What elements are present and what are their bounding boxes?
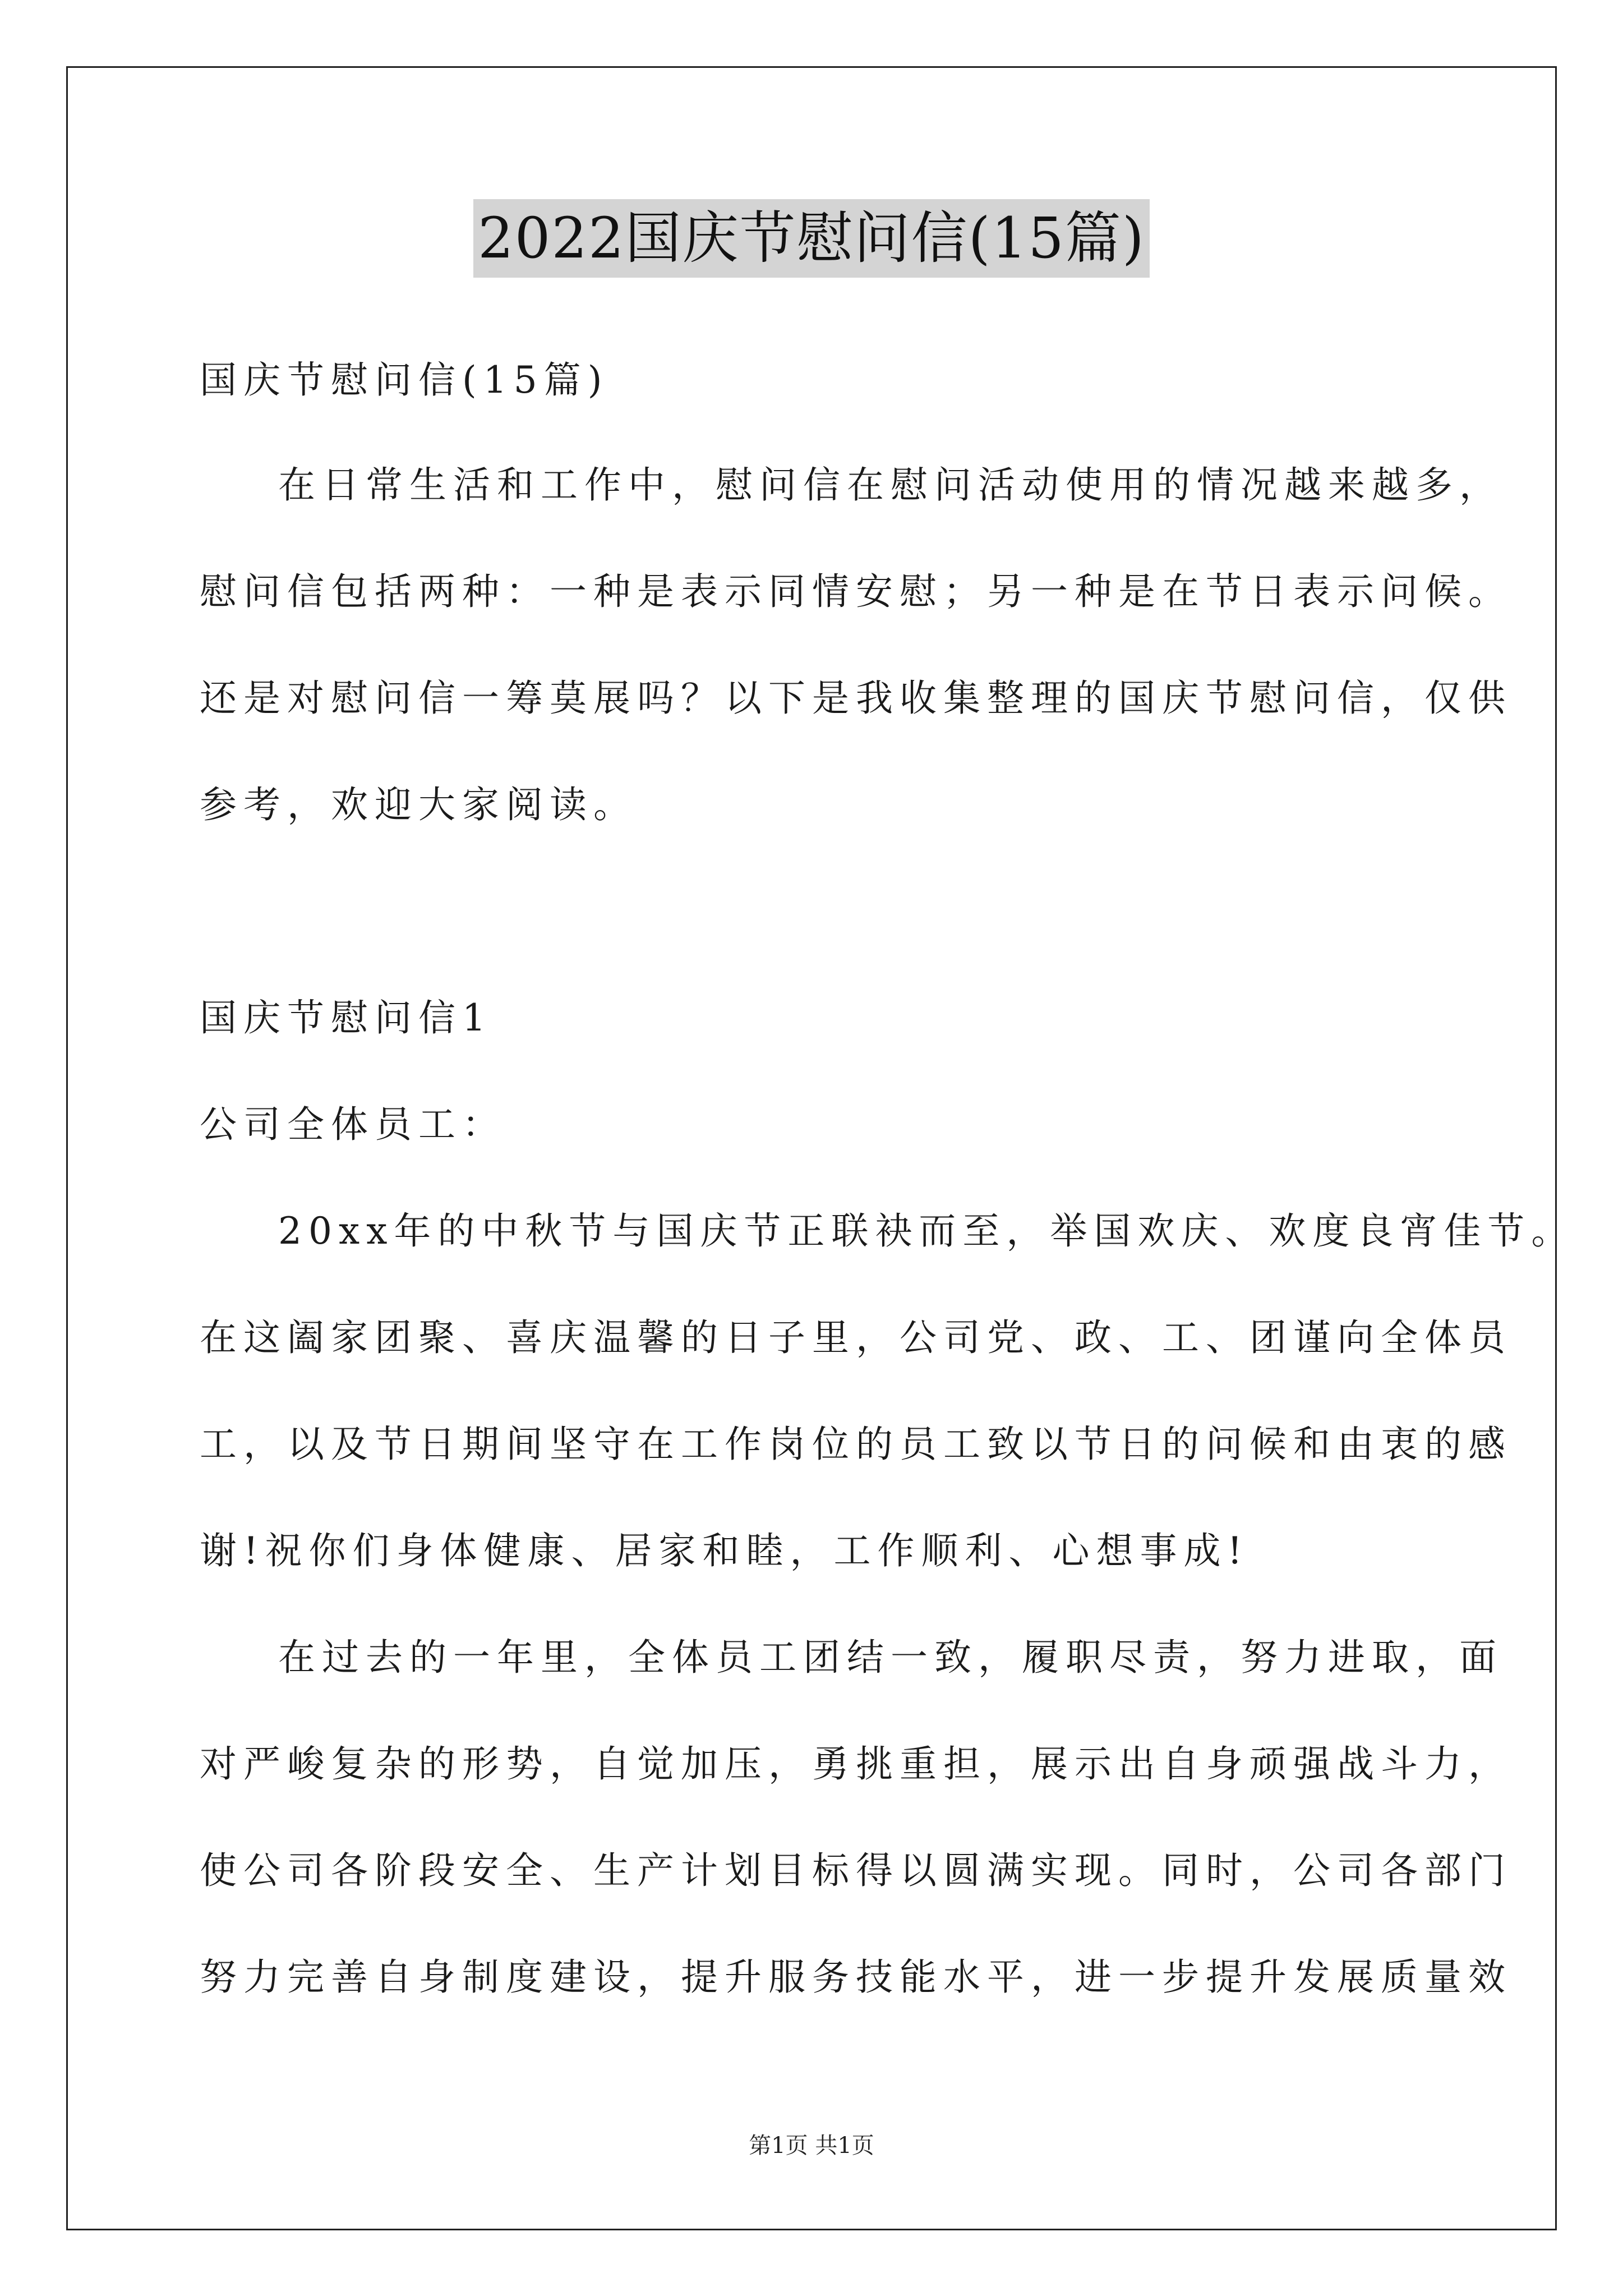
intro-line-4: 参考，欢迎大家阅读。 xyxy=(200,783,637,826)
paragraph1-line-1: 20xx年的中秋节与国庆节正联袂而至，举国欢庆、欢度良宵佳节。 xyxy=(278,1209,1575,1253)
page-footer: 第1页 共1页 xyxy=(749,2133,874,2159)
paragraph1-line-4: 谢!祝你们身体健康、居家和睦，工作顺利、心想事成! xyxy=(200,1529,1249,1572)
intro-line-3: 还是对慰问信一筹莫展吗？以下是我收集整理的国庆节慰问信，仅供 xyxy=(200,677,1512,720)
document-title: 2022国庆节慰问信(15篇) xyxy=(473,199,1150,278)
paragraph2-line-4: 努力完善自身制度建设，提升服务技能水平，进一步提升发展质量效 xyxy=(200,1955,1512,1999)
document-subtitle: 国庆节慰问信(15篇) xyxy=(200,358,609,402)
paragraph2-line-2: 对严峻复杂的形势，自觉加压，勇挑重担，展示出自身顽强战斗力， xyxy=(200,1742,1512,1786)
section-heading: 国庆节慰问信1 xyxy=(200,996,492,1039)
paragraph1-line-3: 工，以及节日期间坚守在工作岗位的员工致以节日的问候和由衷的感 xyxy=(200,1423,1512,1466)
intro-line-2: 慰问信包括两种：一种是表示同情安慰；另一种是在节日表示问候。 xyxy=(200,570,1512,613)
paragraph2-line-3: 使公司各阶段安全、生产计划目标得以圆满实现。同时，公司各部门 xyxy=(200,1849,1512,1892)
paragraph1-line-2: 在这阖家团聚、喜庆温馨的日子里，公司党、政、工、团谨向全体员 xyxy=(200,1316,1512,1359)
salutation: 公司全体员工： xyxy=(200,1103,506,1146)
intro-line-1: 在日常生活和工作中，慰问信在慰问活动使用的情况越来越多， xyxy=(278,463,1503,507)
title-wrapper xyxy=(0,199,1623,278)
paragraph2-line-1: 在过去的一年里，全体员工团结一致，履职尽责，努力进取，面 xyxy=(278,1636,1503,1679)
